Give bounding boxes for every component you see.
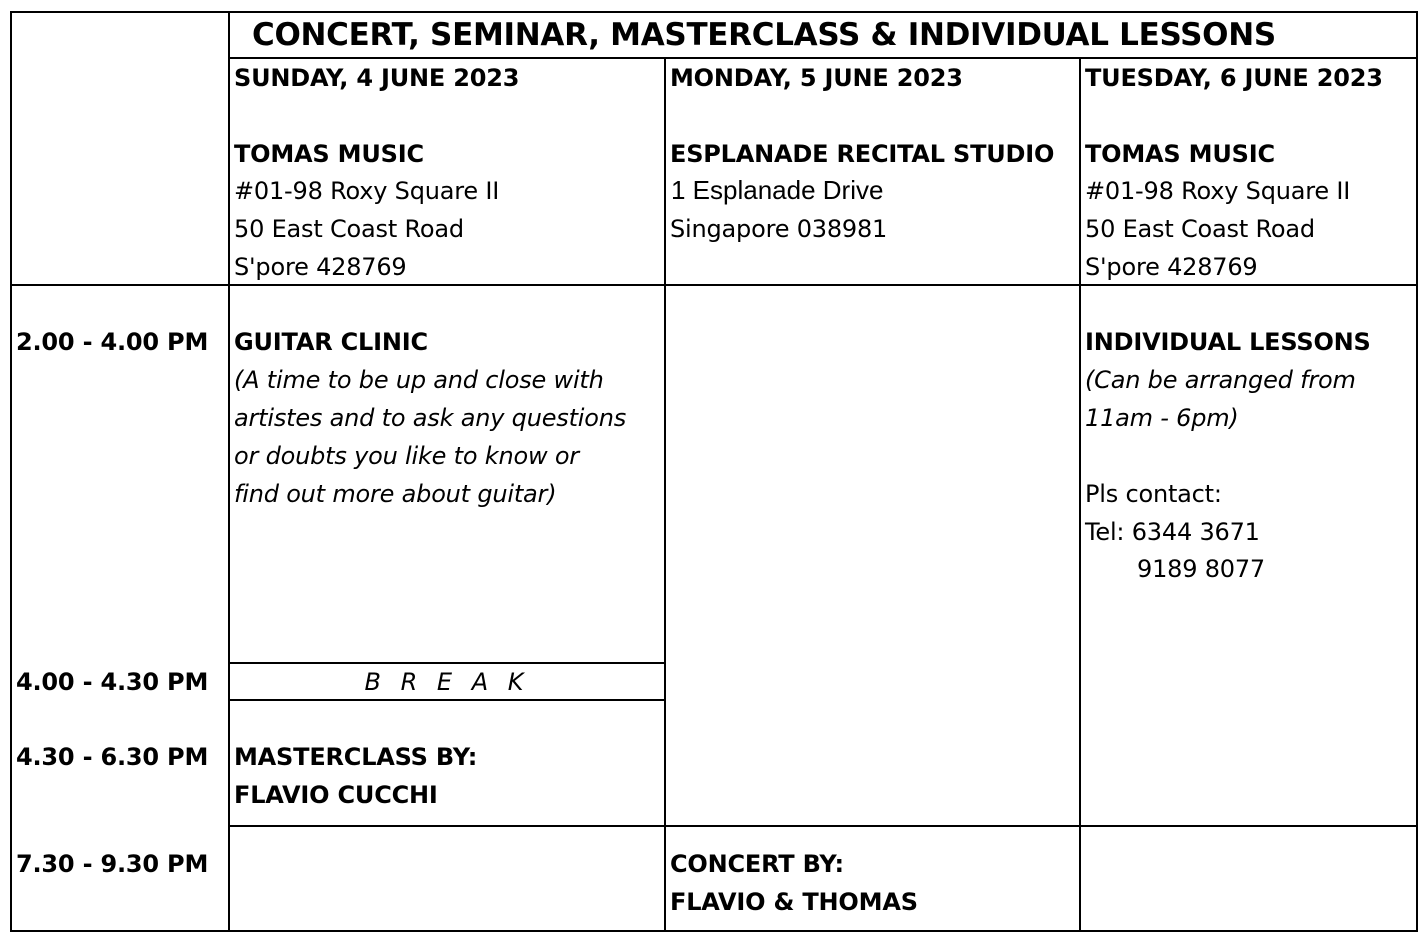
guitar-clinic-desc: (A time to be up and close with (234, 366, 604, 394)
guitar-clinic-desc: find out more about guitar) (234, 480, 557, 508)
lessons-contact-label: Pls contact: (1085, 480, 1222, 508)
guitar-clinic-desc: or doubts you like to know or (234, 442, 579, 470)
break-label: B R E A K (364, 668, 530, 696)
monday-venue: ESPLANADE RECITAL STUDIO (670, 140, 1055, 168)
guitar-clinic-title: GUITAR CLINIC (234, 328, 428, 356)
time-slot: 4.30 - 6.30 PM (16, 743, 209, 771)
lessons-title: INDIVIDUAL LESSONS (1085, 328, 1371, 356)
page-title: CONCERT, SEMINAR, MASTERCLASS & INDIVIDUAL LESSONS (252, 17, 1276, 53)
sunday-column-divider (664, 57, 666, 932)
concert-line: FLAVIO & THOMAS (670, 888, 918, 916)
masterclass-line: FLAVIO CUCCHI (234, 781, 438, 809)
tuesday-venue: TOMAS MUSIC (1085, 140, 1275, 168)
monday-date: MONDAY, 5 JUNE 2023 (670, 64, 963, 92)
evening-divider (228, 825, 1418, 827)
monday-address-line: 1 Esplanade Drive (671, 175, 884, 205)
sunday-address-line: 50 East Coast Road (234, 215, 464, 243)
table-border-left (10, 11, 12, 932)
guitar-clinic-desc: artistes and to ask any questions (234, 404, 627, 432)
monday-address-line: Singapore 038981 (670, 215, 888, 243)
lessons-desc: 11am - 6pm) (1085, 404, 1239, 432)
tuesday-address-line: #01-98 Roxy Square II (1085, 177, 1351, 205)
masterclass-line: MASTERCLASS BY: (234, 743, 478, 771)
sunday-venue: TOMAS MUSIC (234, 140, 424, 168)
monday-column-divider (1079, 57, 1081, 932)
table-border-bottom (10, 930, 1418, 932)
time-slot: 7.30 - 9.30 PM (16, 850, 209, 878)
time-column-divider (228, 11, 230, 932)
lessons-tel: Tel: 6344 3671 (1085, 518, 1260, 546)
sunday-address-line: S'pore 428769 (234, 253, 407, 281)
sunday-address-line: #01-98 Roxy Square II (234, 177, 500, 205)
table-border-right (1416, 11, 1418, 932)
time-slot: 4.00 - 4.30 PM (16, 668, 209, 696)
sunday-date: SUNDAY, 4 JUNE 2023 (234, 64, 520, 92)
concert-line: CONCERT BY: (670, 850, 844, 878)
lessons-tel: 9189 8077 (1137, 555, 1265, 583)
lessons-desc: (Can be arranged from (1085, 366, 1356, 394)
tuesday-address-line: S'pore 428769 (1085, 253, 1258, 281)
tuesday-address-line: 50 East Coast Road (1085, 215, 1315, 243)
tuesday-date: TUESDAY, 6 JUNE 2023 (1085, 64, 1383, 92)
time-slot: 2.00 - 4.00 PM (16, 328, 209, 356)
